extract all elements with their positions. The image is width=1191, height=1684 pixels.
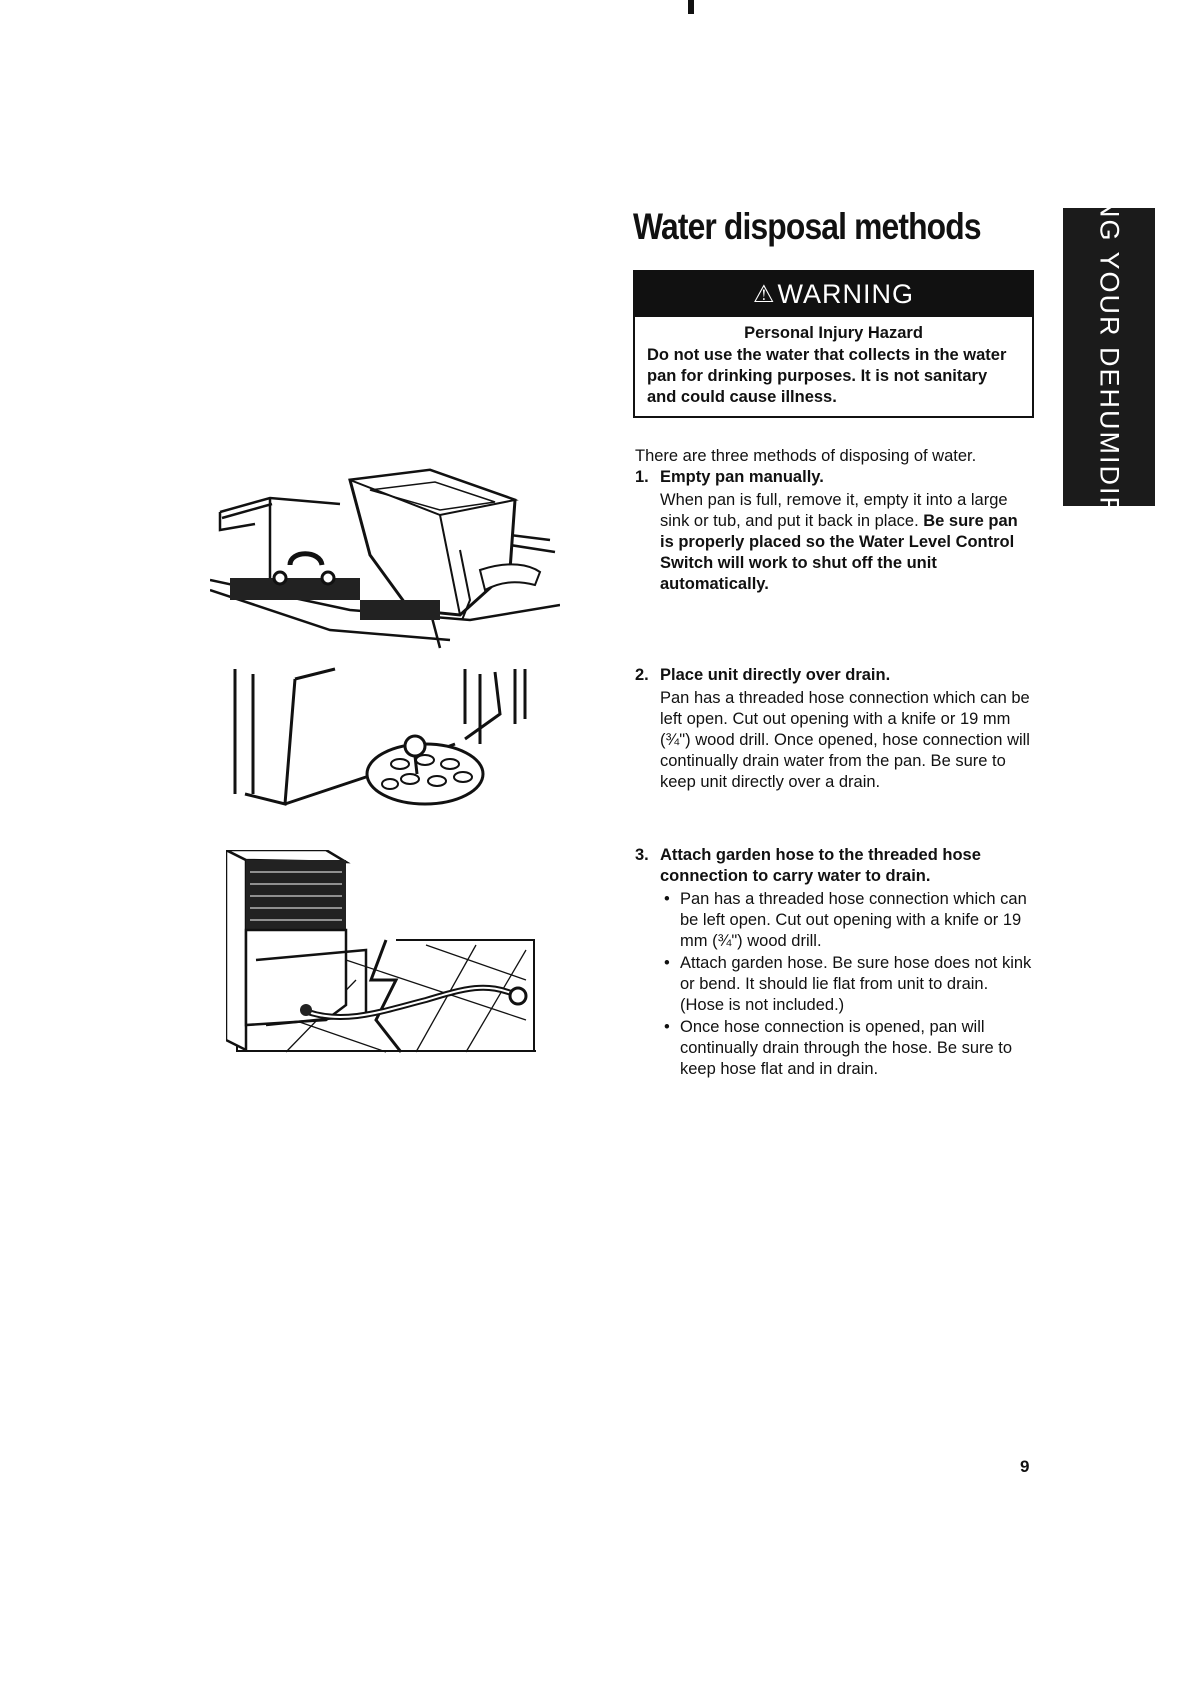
method-2-text: Pan has a threaded hose connection which can be left open. Cut out opening with a knife or 19 mm (¾") wood drill. Once opened, hose connection will continually drain water from the pan. Be sure to keep unit directly over a drain. — [660, 689, 1030, 791]
warning-text: Do not use the water that collects in the water pan for drinking purposes. It is not sanitary and could cause illness. — [647, 346, 1007, 406]
intro-text: There are three methods of disposing of water. — [635, 447, 977, 465]
warning-body — [635, 317, 1032, 414]
warning-header-label: WARNING — [777, 279, 914, 309]
side-tab-label: USING YOUR DEHUMIDIFIER — [1094, 147, 1125, 567]
method-3 — [635, 845, 1035, 1081]
page-title: Water disposal methods — [633, 206, 981, 247]
warning-header — [635, 272, 1032, 317]
method-3-heading: Attach garden hose to the threaded hose connection to carry water to drain. — [660, 846, 981, 885]
method-2 — [635, 665, 1035, 793]
method-1-text: When pan is full, remove it, empty it into a large sink or tub, and put it back in place. Be sure pan is properly placed so the Water Level Control Switch will work to shut off the unit automatically. — [660, 491, 1018, 593]
method-2-heading: Place unit directly over drain. — [660, 666, 891, 684]
warning-subtitle: Personal Injury Hazard — [744, 324, 923, 342]
empty-pan-illustration — [210, 460, 560, 650]
method-1-heading: Empty pan manually. — [660, 468, 824, 486]
method-2-number: 2. — [635, 666, 649, 684]
garden-hose-illustration — [226, 850, 546, 1060]
warning-box — [633, 270, 1034, 418]
bullet-item: • Attach garden hose. Be sure hose does not kink or bend. It should lie flat from unit to drain. (Hose is not included.) — [664, 954, 1032, 1014]
page-number: 9 — [1020, 1457, 1030, 1476]
bullet-item: • Pan has a threaded hose connection which can be left open. Cut out opening with a knife or 19 mm (¾") wood drill. — [664, 890, 1027, 950]
method-3-number: 3. — [635, 846, 649, 864]
drain-illustration — [225, 664, 545, 814]
method-1-number: 1. — [635, 468, 649, 486]
warning-triangle-icon: ⚠ — [752, 281, 776, 308]
method-1 — [635, 467, 1035, 595]
method-3-bullets — [660, 889, 1035, 1080]
bullet-item: • Once hose connection is opened, pan will continually drain through the hose. Be sure to keep hose flat and in drain. — [664, 1018, 1013, 1078]
page-top-mark — [688, 0, 694, 14]
method-1-bold-text: Be sure pan is properly placed so the Water Level Control Switch will work to shut off the unit automatically. — [660, 512, 1018, 593]
section-side-tab — [1063, 147, 1155, 567]
